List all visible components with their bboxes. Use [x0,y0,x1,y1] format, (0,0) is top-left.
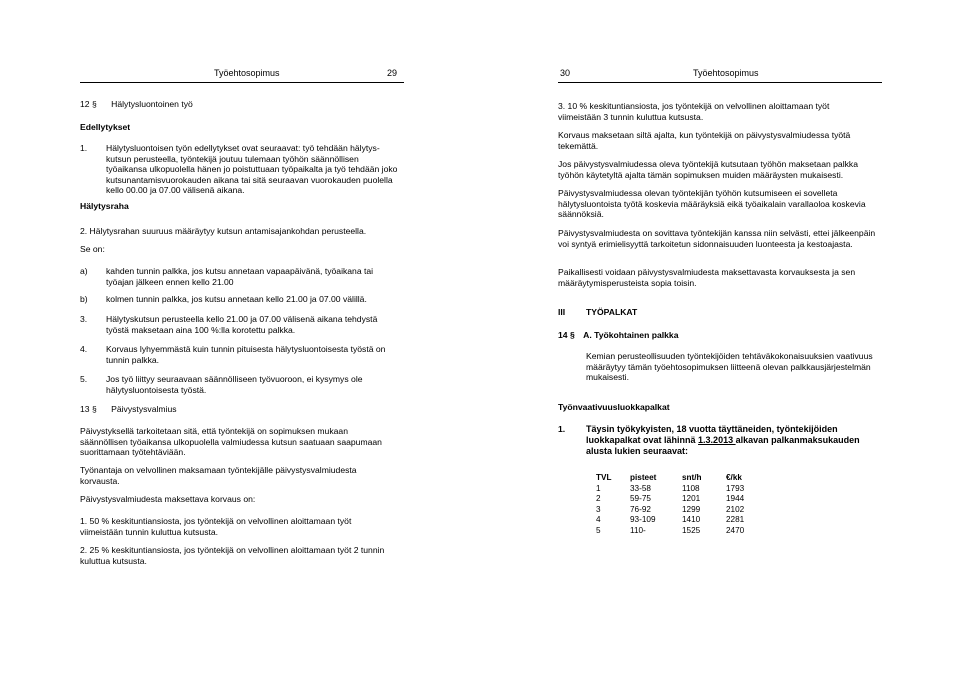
subheading-edellytykset: Edellytykset [80,122,131,132]
table-cell: 1 [596,483,601,493]
table-cell: 4 [596,515,601,525]
table-cell: 1108 [682,483,700,493]
paragraph-3-number: 3. [80,314,88,324]
table-cell: 3 [596,504,601,514]
table-header-cell: TVL [596,473,612,482]
chapter-title: TYÖPALKAT [586,307,638,317]
right-paragraph-4: Päivystysvalmiudessa olevan työntekijän työhön kutsumiseen ei sovelleta hälytysluontoista työtä koskevia määräyksiä eikä työaikalain varallaoloa koskevia säännöksiä. [558,188,866,220]
item-1-line-1: Täysin työkykyisten, 18 vuotta täyttäneiden, työntekijöiden [586,424,838,434]
left-header-title: Työehtosopimus [214,68,280,78]
chapter-number: III [558,307,566,317]
right-header-rule [558,82,882,83]
table-header-row [596,473,756,484]
table-header-cell: snt/h [682,473,702,482]
right-paragraph-6: Paikallisesti voidaan päivystysvalmiudesta maksettavasta korvauksesta ja sen määräytymisperusteista sopia toisin. [558,267,856,288]
subheading-tvl: Työnvaativuusluokkapalkat [558,402,670,412]
table-cell: 1299 [682,504,701,514]
s13-paragraph-1: Päivystyksellä tarkoitetaan sitä, että työntekijä on sopimuksen mukaan säännöllisen työaikansa ulkopuolella valmiudessa kutsun saatuaan saapumaan suorittamaan työtehtäviään. [80,426,382,458]
s14-paragraph: Kemian perusteollisuuden työntekijöiden tehtäväkokonaisuuksien vaativuus määräytyy tämän työehtosopimuksen liitteenä olevan palkkausjärjestelmän mukaisesti. [586,351,873,383]
line-2-start: luokkapalkat ovat lähinnä [586,434,699,445]
table-row [596,515,756,526]
item-b-text: kolmen tunnin palkka, jos kutsu annetaan kello 21.00 ja 07.00 välillä. [106,294,367,304]
table-row [596,484,756,495]
right-paragraph-3: Jos päivystysvalmiudessa oleva työntekijä kutsutaan työhön maksetaan palkka työhön käytetyltä ajalta tämän sopimuksen muiden määräysten mukaisesti. [558,159,858,180]
item-1-line-3: alusta lukien seuraavat: [586,445,689,456]
section-title: Päivystysvalmius [111,404,177,414]
paragraph-1: Hälytysluontoisen työn edellytykset ovat seuraavat: työ tehdään hälytys-kutsun perusteella, työntekijä joutuu tulemaan työhön säännöllisen työaikansa ulkopuolella hänen jo poistuttuaan työpaikalta ja työ tehdään joko kutsunantamisvuorokauden aikana tai sitä seuraavan vuorokauden puolella kello 00.00 ja 07.00 välisenä aikana. [106,143,398,196]
table-cell: 5 [596,525,601,535]
table-row [596,526,756,537]
item-1-text [586,424,886,456]
table-cell: 2102 [726,504,745,514]
table-cell: 2470 [726,525,745,535]
left-page-number: 29 [387,68,398,78]
table-cell: 1410 [682,515,701,525]
right-paragraph-5: Päivystysvalmiudesta on sovittava työntekijän kanssa niin selvästi, ettei jälkeenpäin voi syntyä erimielisyyttä tarkoitetun sidonnaisuuden luonteesta ja kestoajasta. [558,228,876,249]
paragraph-5-number: 5. [80,374,88,384]
item-b-label: b) [80,294,88,304]
table-header-cell: pisteet [630,473,657,482]
section-title: A. Työkohtainen palkka [583,330,679,340]
item-a-label: a) [80,266,88,276]
right-page-number: 30 [560,68,571,78]
section-number: 12 § [80,99,97,109]
right-header-title: Työehtosopimus [693,68,759,78]
table-cell: 110- [630,525,646,535]
paragraph-5: Jos työ liittyy seuraavaan säännölliseen työvuoroon, ei kysymys ole hälytysluontoisesta työstä. [106,374,363,395]
table-cell: 2 [596,494,601,504]
paragraph-2: 2. Hälytysrahan suuruus määräytyy kutsun antamisajankohdan perusteella. [80,226,367,236]
date-text: 1.3.2013 [698,434,736,445]
table-row [596,494,756,505]
s13-paragraph-4: 1. 50 % keskituntiansiosta, jos työntekijä on velvollinen aloittamaan työt viimeistään tunnin kuluttua kutsusta. [80,516,352,537]
paragraph-1-number: 1. [80,143,88,153]
paragraph-3: Hälytyskutsun perusteella kello 21.00 ja 07.00 välisenä aikana tehdystä työstä maksetaan aina 100 %:lla korotettu palkka. [106,314,378,335]
item-1-number: 1. [558,424,566,434]
item-1-line-2 [586,435,886,446]
section-title: Hälytysluontoinen työ [111,99,193,109]
table-cell: 76-92 [630,504,651,514]
item-a-text: kahden tunnin palkka, jos kutsu annetaan vapaapäivänä, työaikana tai työajan jälkeen ennen kello 21.00 [106,266,374,287]
table-cell: 1793 [726,483,745,493]
subheading-halytysraha: Hälytysraha [80,201,129,211]
section-number: 14 § [558,330,575,340]
table-cell: 1525 [682,525,701,535]
paragraph-4: Korvaus lyhyemmästä kuin tunnin pituisesta hälytysluontoisesta työstä on tunnin palkka. [106,344,386,365]
section-12-heading [80,99,193,110]
table-row [596,505,756,516]
left-header-rule [80,82,404,83]
table-cell: 59-75 [630,494,651,504]
table-cell: 1944 [726,494,745,504]
chapter-heading [558,307,638,318]
section-14-heading [558,330,678,341]
line-2-end: alkavan palkanmaksukauden [735,434,860,445]
s13-paragraph-3: Päivystysvalmiudesta maksettava korvaus on: [80,494,256,504]
table-cell: 93-109 [630,515,656,525]
s13-paragraph-2: Työnantaja on velvollinen maksamaan työntekijälle päivystysvalmiudesta korvausta. [80,465,357,486]
section-number: 13 § [80,404,97,414]
right-paragraph-1: 3. 10 % keskituntiansiosta, jos työntekijä on velvollinen aloittamaan työt viimeistään 3 tunnin kuluttua kutsusta. [558,101,830,122]
wage-table [596,473,756,537]
right-paragraph-2: Korvaus maksetaan siltä ajalta, kun työntekijä on päivystysvalmiudessa työtä tekemättä. [558,130,851,151]
table-header-cell: €/kk [726,473,742,482]
se-on-label: Se on: [80,244,105,254]
table-cell: 33-58 [630,483,651,493]
table-cell: 1201 [682,494,701,504]
paragraph-4-number: 4. [80,344,88,354]
s13-paragraph-5: 2. 25 % keskituntiansiosta, jos työntekijä on velvollinen aloittamaan työt 2 tunnin kuluttua kutsusta. [80,545,385,566]
section-13-heading [80,404,177,415]
table-cell: 2281 [726,515,745,525]
